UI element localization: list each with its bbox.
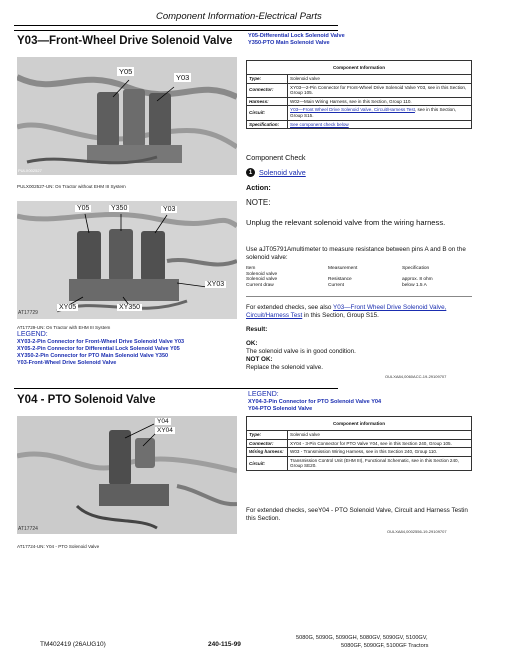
measure-cell: below 1.5 A <box>402 282 427 288</box>
table-key: Connector: <box>247 83 288 97</box>
table-value-text: , see in this Section, Group S15. <box>290 107 457 118</box>
check-step <box>246 168 306 177</box>
footer-page-number: 240-115-99 <box>208 641 241 648</box>
measure-cell: Solenoid valve <box>246 277 278 283</box>
table-key: Specification: <box>247 120 288 129</box>
footer-doc-id: TM402419 (26AUG10) <box>40 641 106 648</box>
measure-col-measurement: Measurement <box>328 266 358 271</box>
legend-item: XY04-3-Pin Connector for PTO Solenoid Valve Y04 <box>248 399 382 405</box>
action-label: Action: <box>246 183 271 192</box>
reference-id-y03: OULXA84,0060ACC-19-29109707 <box>385 374 447 379</box>
table-key: Wiring harness: <box>247 448 288 457</box>
measure-col-item: Item <box>246 266 256 271</box>
photo-callout-xy03: XY03 <box>207 281 225 288</box>
footer-models-line1: 5080G, 5090G, 5090GH, 5080GV, 5090GV, 5100GV, <box>296 635 428 641</box>
photo-callout-xy04: XY04 <box>157 427 173 434</box>
legend-y03 <box>17 339 184 367</box>
table-key: Harness: <box>247 97 288 106</box>
measure-instruction: Use aJT05791Amultimeter to measure resistance between pins A and B on the solenoid valve: <box>246 246 466 261</box>
related-links-y03 <box>248 33 345 47</box>
table-key: Circuit: <box>247 106 288 120</box>
photo-callout-y04: Y04 <box>157 418 169 425</box>
table-row <box>247 456 472 470</box>
reference-id-y04: OULXA84,0002556-19-29109707 <box>387 529 447 534</box>
legend-item: XY05-2-Pin Connector for Differential Lock Solenoid Valve Y05 <box>17 346 180 352</box>
related-link-y05[interactable]: Y05-Differential Lock Solenoid Valve <box>248 33 345 39</box>
unplug-instruction: Unplug the relevant solenoid valve from the wiring harness. <box>246 218 446 227</box>
section-rule-y04 <box>14 388 338 389</box>
measure-cell: Current draw <box>246 282 274 288</box>
step-number-badge: 1 <box>246 168 255 177</box>
table-row <box>247 448 472 457</box>
photo-callout-y03: Y03 <box>163 206 176 213</box>
footer-models-line2: 5080GF, 5090GF, 5100GF Tractors <box>341 643 429 649</box>
photo-caption-y03-ehm: AT17729-UN: On Tractor with EHM III System <box>17 325 111 330</box>
photo-id: AT17724 <box>18 526 38 532</box>
table-key: Connector: <box>247 439 288 448</box>
photo-y04 <box>17 416 237 534</box>
measure-cell: approx. 8 ohm <box>402 277 433 283</box>
page-header-title: Component Information-Electrical Parts <box>156 11 322 22</box>
table-row <box>247 106 472 120</box>
extended-text: For extended checks, see also <box>246 304 334 311</box>
section-rule-y03 <box>14 30 338 31</box>
component-check-heading: Component Check <box>246 153 306 162</box>
note-label: NOTE: <box>246 198 271 207</box>
extended-checks-y03 <box>246 304 472 320</box>
component-info-table-y04 <box>246 416 472 471</box>
table-row <box>247 97 472 106</box>
legend-title-y04: LEGEND: <box>248 391 279 398</box>
measure-cell: Resistance <box>328 277 352 283</box>
table-row <box>247 75 472 84</box>
ok-label: OK: <box>246 340 258 347</box>
measure-cell: Solenoid valve <box>246 271 278 277</box>
measure-col-specification: Specification <box>402 266 430 271</box>
extended-text: in this Section, Group S15. <box>302 312 379 319</box>
table-row <box>247 439 472 448</box>
extended-checks-y04: For extended checks, seeY04 - PTO Solenoid Valve, Circuit and Harness Testin this Section. <box>246 507 468 522</box>
legend-title-y03: LEGEND: <box>17 331 48 338</box>
solenoid-photo-image <box>17 416 237 534</box>
legend-item: Y04-PTO Solenoid Valve <box>248 406 313 412</box>
component-check-link[interactable]: See component check below <box>290 121 349 127</box>
table-value: W02—Main Wiring Harness, see in this Section, Group 110. <box>288 97 472 106</box>
photo-id: AT17729 <box>18 310 38 316</box>
table-value: Solenoid valve <box>288 75 472 84</box>
table-row <box>247 431 472 440</box>
photo-callout-y03: Y03 <box>176 73 190 82</box>
table-header: Component information <box>247 417 472 431</box>
measurement-table <box>246 266 472 288</box>
component-info-table-y03 <box>246 60 472 129</box>
table-header: Component Information <box>247 61 472 75</box>
table-value: Solenoid valve <box>288 431 472 440</box>
related-link-y350[interactable]: Y350-PTO Main Solenoid Valve <box>248 40 330 46</box>
not-ok-label: NOT OK: <box>246 356 273 363</box>
measure-row <box>246 283 472 289</box>
legend-item: XY03-2-Pin Connector for Front-Wheel Drive Solenoid Valve Y03 <box>17 339 185 345</box>
photo-callout-xy350: XY350 <box>119 304 141 311</box>
photo-y03-no-ehm <box>17 57 237 175</box>
photo-callout-y05: Y05 <box>119 67 133 76</box>
circuit-test-link[interactable]: Y03—Front Wheel Drive Solenoid Valve, Circuit/Harness Test <box>290 107 415 113</box>
table-value: XY04 - 3-Pin Connector for PTO Valve Y04, see in this Section 240, Group 105. <box>288 439 472 448</box>
table-key: Type: <box>247 75 288 84</box>
legend-item: Y03-Front-Wheel Drive Solenoid Valve <box>17 360 117 366</box>
photo-callout-y350: Y350 <box>111 205 128 212</box>
measure-cell: Current <box>328 282 344 288</box>
legend-y04 <box>248 399 381 413</box>
section-title-y03: Y03—Front-Wheel Drive Solenoid Valve <box>17 35 233 47</box>
photo-caption-y03-no-ehm: PULX002527-UN: On Tractor without EHM III System <box>17 184 126 189</box>
photo-callout-xy05: XY05 <box>59 304 77 311</box>
ok-text: The solenoid valve is in good condition. <box>246 348 356 355</box>
step-solenoid-valve-link[interactable]: Solenoid valve <box>259 168 306 177</box>
table-row <box>247 83 472 97</box>
table-key: Circuit: <box>247 456 288 470</box>
section-title-y04: Y04 - PTO Solenoid Valve <box>17 394 156 406</box>
photo-callout-y05: Y05 <box>77 205 90 212</box>
table-value: Transmission Control Unit (EHM III), Functional Schematic, see in this Section 240, Group SE20. <box>288 456 472 470</box>
not-ok-text: Replace the solenoid valve. <box>246 364 324 371</box>
photo-caption-y04: AT17724-UN: Y04 - PTO Solenoid Valve <box>17 544 100 549</box>
measure-rule <box>246 296 472 297</box>
photo-y03-ehm <box>17 201 237 319</box>
table-value <box>288 120 472 129</box>
result-label: Result: <box>246 326 268 333</box>
header-rule <box>14 25 338 26</box>
table-value: W03 - Transmission Wiring Harness, see in this Section 240, Group 110. <box>288 448 472 457</box>
legend-item: XY350-2-Pin Connector for PTO Main Solenoid Valve Y350 <box>17 353 169 359</box>
solenoid-photo-image <box>17 201 237 319</box>
extended-circuit-test-link[interactable]: Y03—Front Wheel Drive Solenoid Valve, Circuit/Harness Test <box>246 304 447 319</box>
table-key: Type: <box>247 431 288 440</box>
table-value: XY03—2-Pin Connector for Front-Wheel Drive Solenoid Valve Y03, see in this Section, Group 105. <box>288 83 472 97</box>
table-row <box>247 120 472 129</box>
photo-id: PULX002527 <box>18 168 42 173</box>
table-value <box>288 106 472 120</box>
